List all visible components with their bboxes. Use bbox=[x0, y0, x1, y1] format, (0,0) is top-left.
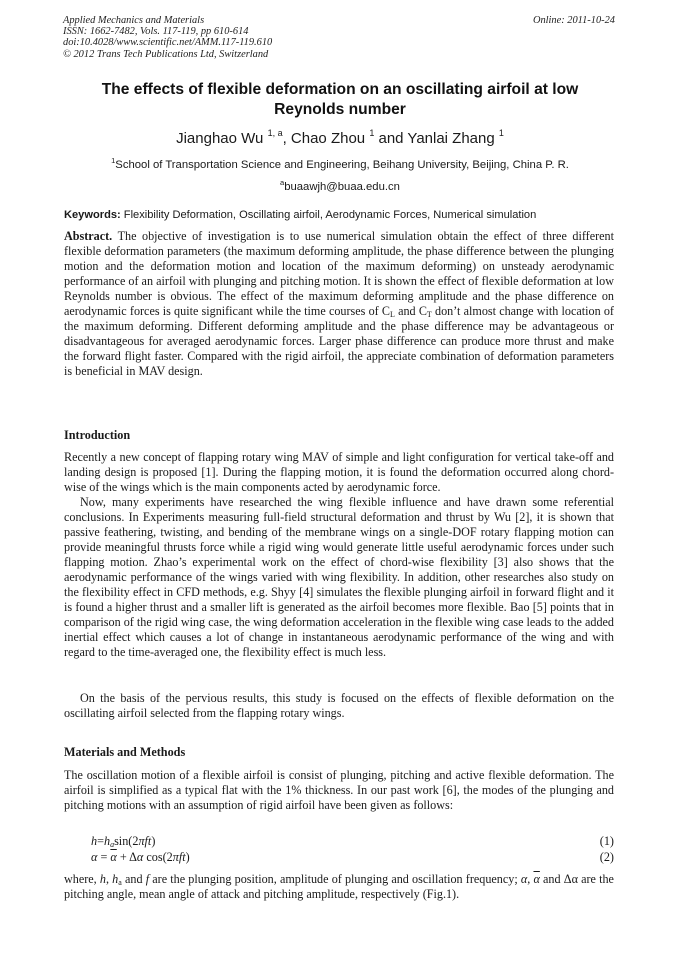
author-name: Yanlai Zhang bbox=[407, 130, 495, 147]
journal-header bbox=[63, 15, 615, 60]
equation-2-number: (2) bbox=[599, 850, 614, 864]
methods-paragraph-2 bbox=[64, 872, 614, 902]
author-name: Chao Zhou bbox=[286, 130, 366, 147]
author-affiliation-mark: 1 bbox=[498, 128, 504, 138]
keywords-label: Keywords: bbox=[64, 209, 121, 221]
author-separator: , bbox=[282, 130, 287, 147]
symbol: Δα bbox=[563, 872, 578, 886]
abstract-text: and C bbox=[394, 304, 427, 319]
subscript: T bbox=[426, 310, 432, 320]
symbol: α bbox=[520, 872, 528, 886]
affiliation-text: School of Transportation Science and Engineering, Beihang University, Beijing, China P. R. bbox=[115, 159, 569, 171]
text: , bbox=[527, 872, 534, 886]
author-email bbox=[40, 180, 640, 194]
abstract-text: The objective of investigation is to use numerical simulation obtain the effect of three different flexible deformation parameters (the maximum deforming amplitude, the phase difference between the plunging motion and the deformation motion and location of the maximum deforming) on unsteady aerodynamic performance of an airfoil with plunging and pitching motion. It is shown the effect of flexible deformation at low Reynolds number is obvious. The effect of the maximum deforming amplitude and the phase difference on aerodynamic forces is quite significant while the time courses of C bbox=[64, 229, 614, 319]
symbol: $\overline{\alpha}$ bbox=[533, 872, 540, 886]
equation-1-number: (1) bbox=[599, 834, 614, 848]
journal-name: Applied Mechanics and Materials bbox=[63, 15, 205, 26]
abstract-text: don’t almost change with location of the maximum deforming. Different deforming amplitude and the phase difference may be advantageous or disadvantageous for averaged aerodynamic forces. Larger phase difference can produce more thrust and make the forward flight faster. Compared with the rigid airfoil, the appreciate combination of deformation parameters is beneficial in MAV design. bbox=[64, 304, 614, 379]
equation-1-expression: $h=h_a\sin(2\pi ft)$ bbox=[91, 834, 156, 849]
text: and bbox=[543, 872, 564, 886]
doi: doi:10.4028/www.scientific.net/AMM.117-119.610 bbox=[63, 37, 273, 49]
copyright: © 2012 Trans Tech Publications Ltd, Switzerland bbox=[63, 48, 269, 60]
author-conjunction: and bbox=[374, 130, 408, 147]
abstract-label: Abstract. bbox=[64, 229, 113, 243]
equation-2-expression: $\alpha = \overline{\alpha} + \Delta\alpha$ cos(2πft) bbox=[91, 850, 190, 864]
text: where, bbox=[64, 872, 100, 886]
symbol: h bbox=[112, 872, 119, 886]
section-heading-introduction: Introduction bbox=[64, 428, 131, 442]
text: and bbox=[121, 872, 146, 886]
intro-paragraph-1: Recently a new concept of flapping rotary wing MAV of simple and light configuration for vertical take-off and landing design is proposed [1]. During the flapping motion, it is found the deformation occurred along chord-wise of the wings which is the main components acted by aerodynamic force. bbox=[64, 450, 614, 495]
symbol: h bbox=[99, 872, 106, 886]
symbol: f bbox=[145, 872, 150, 886]
subscript: L bbox=[390, 310, 395, 320]
author-affiliation-mark: 1, a bbox=[267, 128, 283, 138]
text: are the pitching angle, mean angle of attack and pitching amplitude, respectively (Fig.1). bbox=[64, 872, 614, 902]
text: are the plunging position, amplitude of plunging and oscillation frequency; bbox=[149, 872, 521, 886]
intro-paragraph-3: On the basis of the pervious results, this study is focused on the effects of flexible deformation on the oscillating airfoil selected from the flapping rotary wings. bbox=[64, 691, 614, 721]
section-heading-methods: Materials and Methods bbox=[64, 745, 186, 759]
keywords bbox=[64, 208, 624, 222]
keywords-text: Flexibility Deformation, Oscillating airfoil, Aerodynamic Forces, Numerical simulation bbox=[120, 209, 537, 221]
issn: ISSN: 1662-7482, Vols. 117-119, pp 610-614 bbox=[63, 26, 249, 38]
email-mark: a bbox=[280, 178, 285, 187]
author-affiliation-mark: 1 bbox=[369, 128, 375, 138]
abstract bbox=[64, 229, 614, 379]
subscript: a bbox=[118, 878, 122, 887]
text: , bbox=[105, 872, 113, 886]
affiliation bbox=[40, 158, 640, 172]
affiliation-mark: 1 bbox=[111, 156, 116, 165]
author-name: Jianghao Wu bbox=[176, 130, 264, 147]
methods-paragraph-1: The oscillation motion of a flexible airfoil is consist of plunging, pitching and active flexible deformation. The airfoil is simplified as a typical flat with the 1% thickness. In our past work [6], the modes of the plunging and pitching motions with an assumption of rigid airfoil have been given as follows: bbox=[64, 768, 614, 813]
online-date: Online: 2011-10-24 bbox=[532, 15, 615, 26]
author-list bbox=[40, 129, 640, 149]
email-address: buaawjh@buaa.edu.cn bbox=[284, 181, 400, 193]
paper-title: The effects of flexible deformation on an oscillating airfoil at low Reynolds number bbox=[101, 81, 579, 118]
intro-paragraph-2: Now, many experiments have researched the wing flexible influence and have drawn some referential conclusions. In Experiments measuring full-field structural deformation and thrust by Wu [2], it is shown that passive feathering, twisting, and bending of the membrane wings on a single-DOF rotary flapping motion can provide meaningful thrusts force while a rigid wing would generate little useful aerodynamic forces under such flapping motion. Zhao’s experimental work on the effect of chord-wise flexibility [3] also shows that the aerodynamic performance of the wings varied with wing flexibility. In addition, other researches also study on the flexibility effect in CFD methods, e.g. Shyy [4] simulates the flexible plunging airfoil in forward flight and it is found a higher thrust and a smaller lift is generated as the airfoil becomes more flexible. Bao [5] points that in comparison of the rigid wing case, the wing deformation acceleration in the flexible wing case leads to the added inertial effect which causes a lot of change in instantaneous aerodynamic performance of the wing and with regard to the time-averaged one, the flexibility effect is much less. bbox=[64, 495, 614, 660]
